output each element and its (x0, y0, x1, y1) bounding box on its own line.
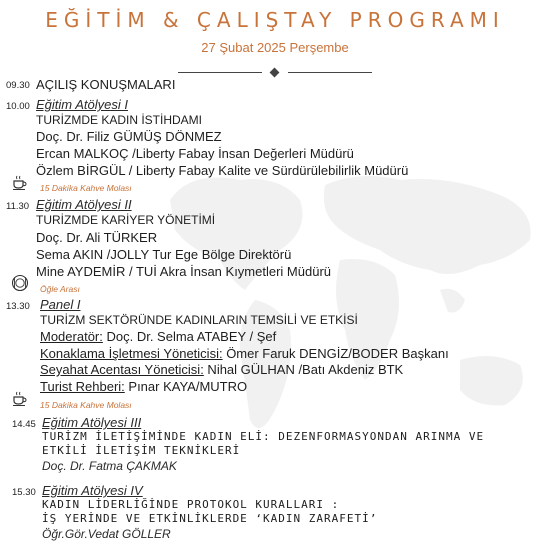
session-heading: Eğitim Atölyesi III (42, 415, 142, 430)
panel-name: Doç. Dr. Selma ATABEY / Şef (102, 329, 277, 344)
session-speaker: Sema AKIN /JOLLY Tur Ege Bölge Direktörü (36, 247, 292, 262)
session-topic: TURİZM SEKTÖRÜNDE KADINLARIN TEMSİLİ VE ETKİSİ (40, 313, 358, 327)
program-date: 27 Şubat 2025 Perşembe (201, 40, 349, 55)
panel-role: Turist Rehberi: (40, 379, 125, 394)
panel-name: Nihal GÜLHAN /Batı Akdeniz BTK (203, 362, 404, 377)
session-time: 11.30 (6, 201, 30, 212)
plate-icon (11, 274, 29, 292)
session-topic: ETKİLİ İLETİŞİM TEKNİKLERİ (42, 444, 241, 457)
coffee-icon (11, 173, 29, 191)
panel-member (40, 362, 403, 377)
title-divider (178, 68, 372, 78)
session-heading: Eğitim Atölyesi IV (42, 483, 143, 498)
session-speaker: Doç. Dr. Ali TÜRKER (36, 230, 158, 245)
session-time: 13.30 (6, 301, 30, 312)
panel-member (40, 379, 247, 394)
session-speaker: Doç. Dr. Filiz GÜMÜŞ DÖNMEZ (36, 129, 222, 144)
program-title: EĞİTİM & ÇALIŞTAY PROGRAMI (45, 8, 505, 32)
session-speaker: Öğr.Gör.Vedat GÖLLER (42, 527, 171, 541)
panel-name: Ömer Faruk DENGİZ/BODER Başkanı (222, 346, 449, 361)
panel-member (40, 329, 276, 344)
session-speaker: Mine AYDEMİR / TUİ Akra İnsan Kıymetleri Müdürü (36, 264, 332, 279)
session-topic: TURİZMDE KADIN İSTİHDAMI (36, 113, 203, 127)
session-time: 15.30 (12, 487, 36, 498)
session-heading: Panel I (40, 297, 81, 312)
session-heading: Eğitim Atölyesi I (36, 97, 128, 112)
coffee-icon (11, 389, 29, 407)
session-time: 14.45 (12, 419, 36, 430)
session-topic: TURİZMDE KARİYER YÖNETİMİ (36, 213, 216, 227)
session-speaker: Özlem BİRGÜL / Liberty Fabay Kalite ve Sürdürülebilirlik Müdürü (36, 163, 409, 178)
session-topic: İŞ YERİNDE VE ETKİNLİKLERDE ‘KADIN ZARAFETİ’ (42, 512, 378, 525)
panel-role: Konaklama İşletmesi Yöneticisi: (40, 346, 223, 361)
session-topic: KADIN LİDERLİĞİNDE PROTOKOL KURALLARI : (42, 498, 340, 511)
break-label: Öğle Arası (40, 284, 80, 294)
panel-role: Seyahat Acentası Yöneticisi: (40, 362, 204, 377)
panel-member (40, 346, 449, 361)
session-time: 10.00 (6, 101, 30, 112)
break-label: 15 Dakika Kahve Molası (40, 183, 132, 193)
session-speaker: Ercan MALKOÇ /Liberty Fabay İnsan Değerleri Müdürü (36, 146, 354, 161)
panel-name: Pınar KAYA/MUTRO (124, 379, 248, 394)
session-time: 09.30 (6, 80, 30, 91)
session-title: AÇILIŞ KONUŞMALARI (36, 77, 176, 92)
session-speaker: Doç. Dr. Fatma ÇAKMAK (42, 459, 177, 473)
session-topic: TURİZM İLETİŞİMİNDE KADIN ELİ: DEZENFORMASYONDAN ARINMA VE (42, 430, 485, 443)
diamond-ornament (270, 68, 280, 78)
session-heading: Eğitim Atölyesi II (36, 197, 132, 212)
break-label: 15 Dakika Kahve Molası (40, 400, 132, 410)
panel-role: Moderatör: (40, 329, 103, 344)
